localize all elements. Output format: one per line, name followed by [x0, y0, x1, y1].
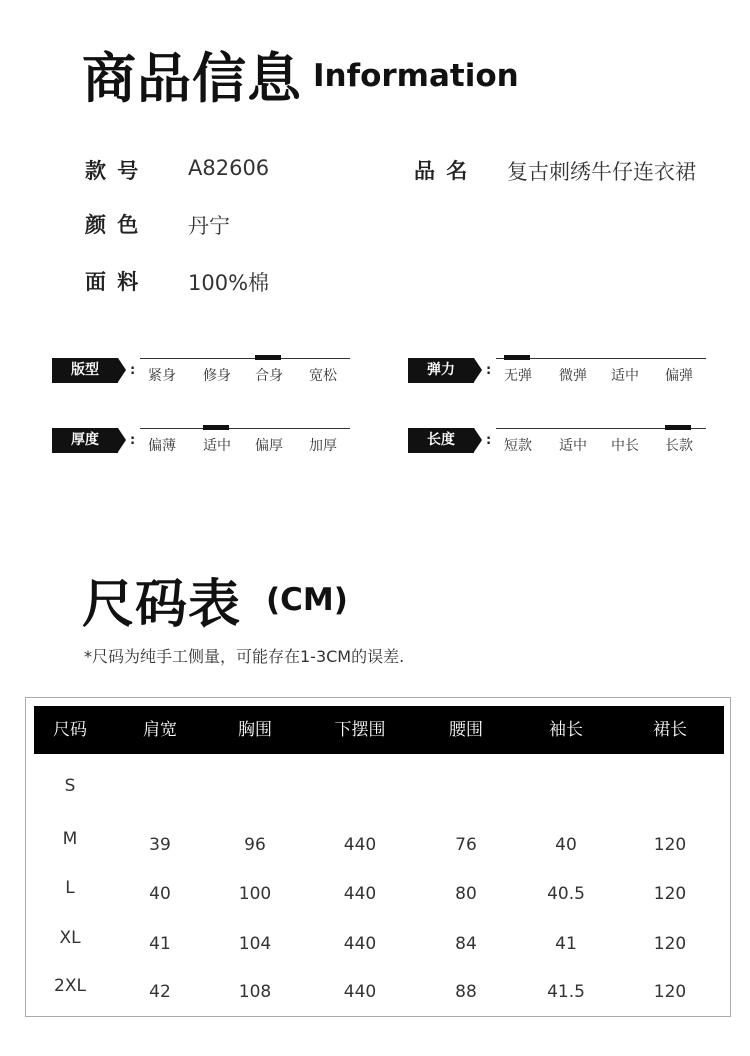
- style-no-label: 款 号: [85, 159, 141, 183]
- length-option: 短款: [504, 438, 532, 454]
- size-title: 尺码表: [82, 575, 242, 635]
- size-value-cell: 108: [238, 982, 272, 1002]
- size-value-cell: 120: [653, 884, 687, 904]
- fit-badge: 版型: [52, 358, 118, 383]
- material-label: 面 料: [85, 270, 141, 294]
- thickness-option: 偏薄: [148, 438, 176, 454]
- size-label-cell: XL: [59, 928, 81, 948]
- size-label-cell: M: [62, 829, 78, 849]
- size-value-cell: 120: [653, 835, 687, 855]
- size-value-cell: 100: [238, 884, 272, 904]
- size-value-cell: 80: [455, 884, 477, 904]
- size-value-cell: 41: [149, 934, 171, 954]
- fit-selected-marker: [255, 355, 281, 360]
- size-value-cell: 88: [455, 982, 477, 1002]
- size-table-header-cell: 肩宽: [143, 720, 177, 740]
- product-name-value: 复古刺绣牛仔连衣裙: [507, 160, 696, 184]
- size-table-header-cell: 腰围: [449, 720, 483, 740]
- length-badge: 长度: [408, 428, 474, 453]
- length-scale: [408, 428, 708, 456]
- elasticity-selected-marker: [504, 355, 530, 360]
- color-value: 丹宁: [188, 214, 230, 238]
- thickness-option: 加厚: [309, 438, 337, 454]
- size-label-cell: S: [64, 776, 76, 796]
- size-value-cell: 440: [343, 884, 377, 904]
- size-value-cell: 41.5: [547, 982, 585, 1002]
- elasticity-scale: [408, 358, 708, 386]
- size-note: *尺码为纯手工侧量，可能存在1-3CM的误差.: [84, 647, 405, 666]
- size-value-cell: 40: [149, 884, 171, 904]
- product-name-label: 品 名: [414, 159, 470, 183]
- length-option: 长款: [665, 438, 693, 454]
- fit-scale: [52, 358, 352, 386]
- size-value-cell: 39: [149, 835, 171, 855]
- fit-option: 紧身: [148, 368, 176, 384]
- size-value-cell: 76: [455, 835, 477, 855]
- thickness-colon: :: [130, 433, 136, 448]
- elasticity-option: 无弹: [504, 368, 532, 384]
- fit-colon: :: [130, 363, 136, 378]
- length-option: 中长: [611, 438, 639, 454]
- size-value-cell: 41: [555, 934, 577, 954]
- length-selected-marker: [665, 425, 691, 430]
- thickness-option: 偏厚: [255, 438, 283, 454]
- size-value-cell: 40: [555, 835, 577, 855]
- elasticity-colon: :: [486, 363, 492, 378]
- size-value-cell: 96: [244, 835, 266, 855]
- thickness-line: [140, 428, 350, 429]
- fit-line: [140, 358, 350, 359]
- elasticity-option: 微弹: [559, 368, 587, 384]
- fit-option: 合身: [255, 368, 283, 384]
- color-label: 颜 色: [85, 213, 141, 237]
- material-value: 100%棉: [188, 271, 270, 295]
- size-label-cell: L: [65, 878, 75, 898]
- size-table-header-cell: 袖长: [549, 720, 583, 740]
- size-label-cell: 2XL: [54, 976, 86, 996]
- size-title-unit: (CM): [266, 582, 348, 618]
- size-table-header-cell: 裙长: [653, 720, 687, 740]
- size-value-cell: 40.5: [547, 884, 585, 904]
- size-value-cell: 440: [343, 835, 377, 855]
- info-title-en: Information: [313, 58, 519, 94]
- length-option: 适中: [559, 438, 587, 454]
- info-title: 商品信息: [82, 47, 302, 110]
- size-table-header: [34, 706, 724, 754]
- elasticity-badge: 弹力: [408, 358, 474, 383]
- size-value-cell: 42: [149, 982, 171, 1002]
- size-value-cell: 440: [343, 934, 377, 954]
- size-value-cell: 440: [343, 982, 377, 1002]
- size-table-header-cell: 下摆围: [334, 720, 386, 740]
- size-value-cell: 104: [238, 934, 272, 954]
- fit-option: 宽松: [309, 368, 337, 384]
- size-table-header-cell: 胸围: [238, 720, 272, 740]
- thickness-selected-marker: [203, 425, 229, 430]
- thickness-scale: [52, 428, 352, 456]
- thickness-option: 适中: [203, 438, 231, 454]
- thickness-badge: 厚度: [52, 428, 118, 453]
- size-table: [25, 697, 731, 1017]
- size-value-cell: 120: [653, 982, 687, 1002]
- size-value-cell: 84: [455, 934, 477, 954]
- fit-option: 修身: [203, 368, 231, 384]
- style-no-value: A82606: [188, 156, 270, 180]
- elasticity-option: 偏弹: [665, 368, 693, 384]
- length-colon: :: [486, 433, 492, 448]
- size-value-cell: 120: [653, 934, 687, 954]
- size-table-header-cell: 尺码: [53, 720, 87, 740]
- elasticity-option: 适中: [611, 368, 639, 384]
